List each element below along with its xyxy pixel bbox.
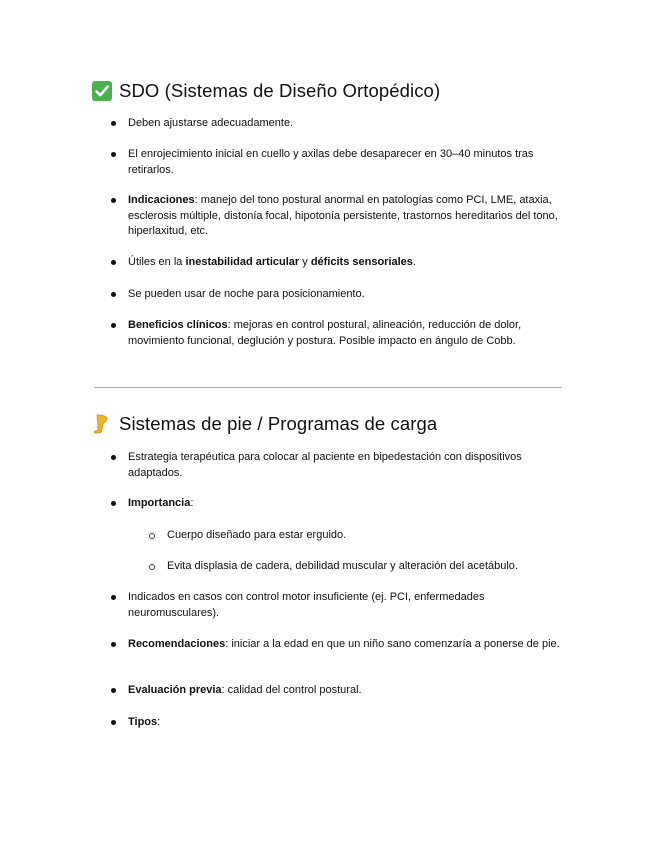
list-item: Indicaciones: manejo del tono postural anormal en patologías como PCI, LME, ataxia, esclerosis múltiple, distonía focal, hipotonía persistente, trastornos hereditarios del tono, hiperlaxitud, etc. bbox=[128, 193, 568, 240]
list-item: El enrojecimiento inicial en cuello y axilas debe desaparecer en 30–40 minutos tras retirarlos. bbox=[128, 147, 568, 178]
section-sdo-title: SDO (Sistemas de Diseño Ortopédico) bbox=[119, 80, 441, 101]
list-item: Útiles en la inestabilidad articular y déficits sensoriales. bbox=[128, 255, 568, 271]
sub-list-item: Evita displasia de cadera, debilidad muscular y alteración del acetábulo. bbox=[167, 559, 587, 575]
leg-icon bbox=[92, 414, 112, 434]
list-item: Tipos: bbox=[128, 715, 568, 731]
sub-list-item: Cuerpo diseñado para estar erguido. bbox=[167, 528, 587, 544]
section-standing-heading bbox=[92, 413, 437, 435]
check-mark-icon bbox=[92, 81, 112, 101]
list-item: Recomendaciones: iniciar a la edad en que un niño sano comenzaría a ponerse de pie. bbox=[128, 637, 568, 653]
list-item: Se pueden usar de noche para posicionamiento. bbox=[128, 287, 568, 303]
section-sdo-heading bbox=[92, 80, 440, 102]
list-item: Evaluación previa: calidad del control postural. bbox=[128, 683, 568, 699]
list-item: Indicados en casos con control motor insuficiente (ej. PCI, enfermedades neuromusculares). bbox=[128, 590, 568, 621]
list-item: Importancia: bbox=[128, 496, 568, 512]
list-item: Deben ajustarse adecuadamente. bbox=[128, 116, 568, 132]
list-item: Beneficios clínicos: mejoras en control postural, alineación, reducción de dolor, movimiento funcional, deglución y postura. Posible impacto en ángulo de Cobb. bbox=[128, 318, 568, 349]
horizontal-divider bbox=[94, 387, 561, 388]
list-item: Estrategia terapéutica para colocar al paciente en bipedestación con dispositivos adaptados. bbox=[128, 450, 568, 481]
section-standing-title: Sistemas de pie / Programas de carga bbox=[119, 413, 438, 434]
